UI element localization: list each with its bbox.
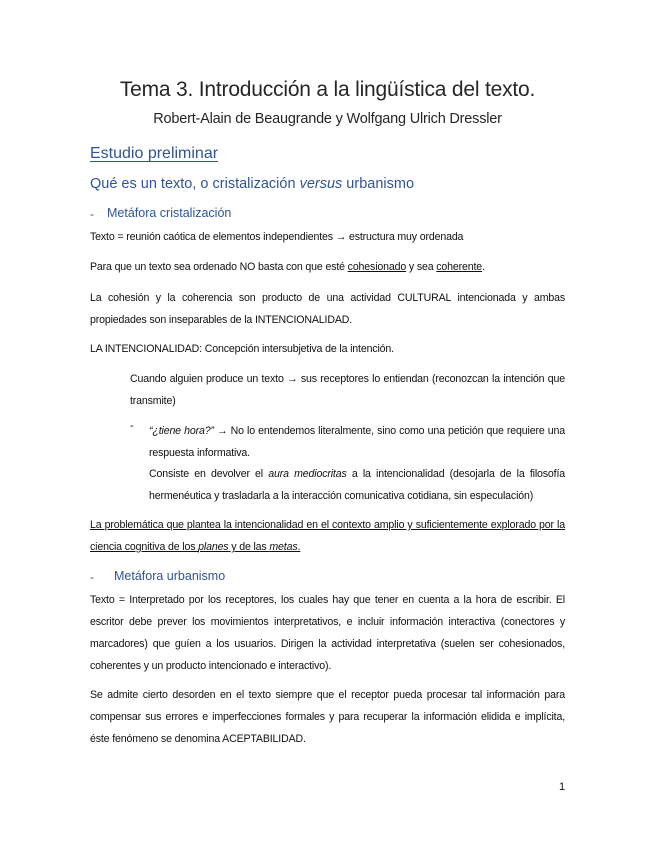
paragraph-intencionalidad: LA INTENCIONALIDAD: Concepción intersubjetiva de la intención. [90,343,394,355]
heading-metafora-cristalizacion: Metáfora cristalización [107,206,232,220]
text-run: Consiste en devolver el [149,468,269,480]
heading-text-before: Qué es un texto, o cristalización [90,176,300,192]
text-italic-planes: planes [198,541,229,553]
text-run: a la intencionalidad (desojarla de la filosofía hermenéutica y trasladarla a la interacción comunicativa cotidiana, sin especulación) [149,468,565,502]
paragraph-receptores: Cuando alguien produce un texto → sus receptores lo entiendan (reconozcan la intención que transmite) [130,373,565,407]
text-run: y sea [406,261,437,273]
heading-text-after: urbanismo [342,176,415,192]
text-run: La problemática que plantea la intencionalidad en el contexto amplio y suficientemente explorado por la ciencia cognitiva de los [90,519,565,553]
heading-estudio-preliminar: Estudio preliminar [90,145,219,162]
text-italic-metas: metas [269,541,298,553]
text-run: . [297,541,301,553]
text-run: y de las [228,541,270,553]
heading-text-italic: versus [299,176,343,192]
paragraph-tiene-hora [149,420,565,464]
paragraph-aceptabilidad: Se admite cierto desorden en el texto siempre que el receptor pueda procesar tal información para compensar sus errores e imperfecciones formales y para recuperar la información elidida e implícita, éste fenómeno se denomina ACEPTABILIDAD. [90,689,565,745]
paragraph-ordenado [90,256,565,278]
text-underlined-coherente: coherente [436,261,483,273]
section-dash: - [90,570,94,584]
page-title: Tema 3. Introducción a la lingüística del texto. [119,78,536,101]
text-italic-aura-mediocritas: aura mediocritas [268,468,347,480]
heading-que-es-un-texto [90,176,414,192]
paragraph-urbanismo: Texto = Interpretado por los receptores, los cuales hay que tener en cuenta a la hora de escribir. El escritor debe prever los movimientos interpretativos, e incluir información interactiva (conectores y marcadores) que guíen a los usuarios. Dirigen la actividad interpretativa (suelen ser cohesionados, coherentes y un producto intencionado e interactivo). [90,594,565,672]
paragraph-problematica [90,514,565,558]
text-italic-tiene-hora: “¿tiene hora?” [149,425,214,437]
page-number: 1 [559,781,566,793]
paragraph-cohesion-coherencia: La cohesión y la coherencia son producto de una actividad CULTURAL intencionada y ambas propiedades son inseparables de la INTENCIONALIDAD. [90,292,565,326]
bullet-dash: - [130,420,134,432]
page-subtitle: Robert-Alain de Beaugrande y Wolfgang Ulrich Dressler [153,111,502,127]
text-run: Para que un texto sea ordenado NO basta con que esté [90,261,348,273]
heading-metafora-urbanismo: Metáfora urbanismo [114,569,226,583]
text-run: . [482,261,485,273]
section-dash: - [90,207,94,221]
text-underlined-cohesionado: cohesionado [347,261,407,273]
text-run: → No lo entendemos literalmente, sino como una petición que requiere una respuesta informativa. [149,425,565,459]
paragraph-definicion-texto: Texto = reunión caótica de elementos independientes → estructura muy ordenada [90,231,464,243]
paragraph-aura-mediocritas [149,463,565,507]
